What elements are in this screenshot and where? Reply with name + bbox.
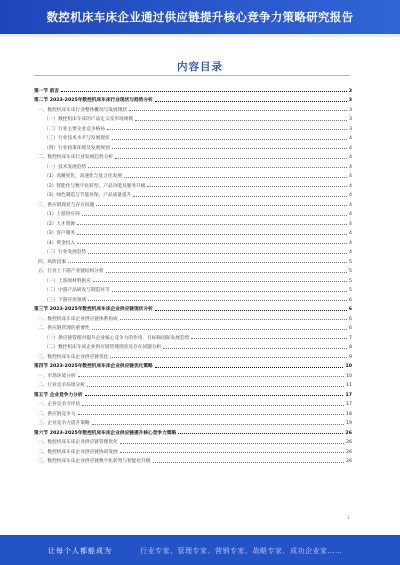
toc-entry[interactable] [34, 303, 352, 313]
toc-entry[interactable] [34, 246, 352, 256]
toc-entry-text: 四、风险因素 [38, 259, 67, 265]
toc-entry-page: 4 [349, 250, 352, 255]
toc-leader-dots [112, 291, 347, 292]
toc-entry-text: 第四节 2023-2025年数控机床车床企业供应链优化策略 [34, 364, 153, 369]
toc-entry[interactable] [34, 179, 352, 189]
toc-leader-dots [155, 101, 347, 102]
toc-leader-dots [120, 452, 344, 453]
toc-entry-text: 第一节 前言 [34, 88, 60, 94]
toc-leader-dots [133, 196, 347, 197]
toc-entry-page: 17 [346, 402, 352, 407]
toc-entry-text: （三）下游应用领域 [44, 297, 87, 303]
toc-entry[interactable] [34, 236, 352, 246]
report-title: 数控机床车床企业通过供应链提升核心竞争力策略研究报告 [46, 10, 354, 24]
toc-entry-page: 6 [349, 316, 352, 322]
toc-leader-dots [78, 414, 345, 415]
toc-entry-page: 18 [346, 411, 352, 417]
toc-entry[interactable] [34, 369, 352, 379]
toc-entry-text: （1）上游供应商 [44, 212, 80, 217]
toc-entry-page: 7 [349, 335, 352, 341]
toc-entry-text: （4）资金投入 [44, 240, 76, 246]
toc-leader-dots [77, 234, 347, 235]
footer-tagline: 行业专家、管理专家、营销专家、战略专家、成功企业家…… [140, 547, 343, 555]
toc-entry[interactable] [34, 293, 352, 303]
toc-leader-dots [68, 262, 347, 263]
toc-entry-page: 6 [349, 297, 352, 303]
table-of-contents [34, 84, 352, 464]
toc-entry-page: 4 [349, 240, 352, 246]
toc-entry-text: 二、数控机床车床行业发展趋势分析 [38, 155, 114, 160]
toc-entry-text: （三）行业技术水平与发展现状 [44, 136, 110, 141]
toc-entry-text: 一、数控机床车床企业供应链体系构成 [38, 316, 118, 322]
toc-leader-dots [92, 424, 344, 425]
toc-entry-text: 第六节 2023-2025年数控机床车床企业供应链提升核心竞争力策略 [34, 430, 177, 436]
toc-entry-text: （一）上游原材料供应 [44, 278, 91, 284]
toc-leader-dots [78, 376, 345, 377]
toc-leader-dots [82, 405, 344, 406]
toc-entry-text: （二）行业发展趋势 [44, 250, 87, 255]
toc-entry-text: 一、数控机床车床企业供应链管理优化 [38, 440, 118, 445]
toc-entry[interactable] [34, 227, 352, 237]
toc-entry-page: 5 [349, 269, 352, 274]
toc-entry-page: 11 [346, 383, 352, 388]
toc-entry[interactable] [34, 84, 352, 94]
toc-entry-page: 26 [346, 440, 352, 445]
toc-leader-dots [88, 253, 347, 254]
toc-entry-page: 5 [349, 288, 352, 293]
toc-entry-page: 4 [349, 174, 352, 179]
toc-entry-page: 4 [349, 183, 352, 189]
toc-entry[interactable] [34, 426, 352, 436]
toc-entry-text: （2）智能化与数字化转型，产品功能及服务升级 [44, 183, 146, 189]
toc-leader-dots [135, 120, 347, 121]
toc-entry-page: 3 [349, 126, 352, 132]
toc-leader-dots [82, 215, 347, 216]
toc-entry[interactable] [34, 265, 352, 275]
toc-entry[interactable] [34, 217, 352, 227]
toc-entry[interactable] [34, 322, 352, 332]
toc-entry-page: 19 [346, 421, 352, 426]
header-divider [0, 34, 400, 37]
toc-entry-text: （二）中游产品研发与制造环节 [44, 288, 110, 293]
toc-entry[interactable] [34, 379, 352, 389]
toc-entry[interactable] [34, 436, 352, 446]
toc-leader-dots [191, 338, 347, 339]
toc-entry[interactable] [34, 94, 352, 104]
toc-leader-dots [163, 348, 347, 349]
toc-entry[interactable] [34, 160, 352, 170]
toc-entry[interactable] [34, 103, 352, 113]
toc-entry-text: 五、行业上下游产业链结构分析 [38, 269, 104, 274]
toc-leader-dots [96, 205, 347, 206]
toc-entry[interactable] [34, 417, 352, 427]
toc-entry-page: 4 [349, 193, 352, 198]
toc-entry[interactable] [34, 141, 352, 151]
toc-entry-text: 第三节 2023-2025年数控机床车床企业供应链现状分析 [34, 307, 153, 312]
toc-entry-text: （一）技术发展趋势 [44, 164, 87, 170]
toc-title: 内容目录 [177, 61, 223, 73]
toc-entry[interactable] [34, 113, 352, 123]
toc-leader-dots [112, 148, 347, 149]
toc-leader-dots [155, 310, 347, 311]
toc-entry-text: 二、行业竞争环境分析 [38, 383, 85, 388]
toc-entry-text: 三、企业竞争力提升策略 [38, 421, 90, 426]
toc-entry-page: 4 [349, 212, 352, 217]
toc-entry-text: （3）客户服务 [44, 231, 76, 236]
toc-leader-dots [77, 243, 347, 244]
toc-entry-text: 一、企业竞争力评估 [38, 402, 81, 407]
toc-entry[interactable] [34, 170, 352, 180]
toc-entry-page: 6 [348, 307, 352, 312]
toc-entry-page: 4 [349, 145, 352, 151]
toc-entry[interactable] [34, 360, 352, 370]
toc-leader-dots [61, 91, 347, 92]
toc-entry-text: （四）行业政策环境及发展规划 [44, 145, 110, 151]
toc-entry[interactable] [34, 331, 352, 341]
toc-entry-text: 二、供应链管理的重要性 [38, 326, 90, 331]
toc-leader-dots [153, 462, 345, 463]
toc-entry-page: 26 [345, 430, 352, 436]
toc-entry-page: 17 [345, 392, 352, 398]
toc-entry-text: 第二节 2023-2025年数控机床车床行业现状与趋势分析 [34, 98, 153, 103]
toc-leader-dots [88, 300, 347, 301]
toc-entry-text: （1）高精度化、高速化与复合化发展 [44, 174, 122, 179]
toc-entry[interactable] [34, 274, 352, 284]
toc-entry-page: 3 [348, 98, 352, 103]
toc-entry-page: 5 [349, 278, 352, 284]
toc-leader-dots [120, 443, 344, 444]
toc-entry-text: （3）绿色制造与节能环保，产品质量提升 [44, 193, 132, 198]
toc-leader-dots [129, 110, 347, 111]
toc-entry-page: 26 [346, 449, 352, 455]
toc-leader-dots [120, 319, 347, 320]
toc-entry-page: 4 [349, 164, 352, 170]
toc-leader-dots [124, 177, 347, 178]
toc-entry[interactable] [34, 312, 352, 322]
toc-leader-dots [115, 158, 347, 159]
toc-entry-page: 6 [349, 326, 352, 331]
toc-leader-dots [77, 224, 347, 225]
toc-entry-page: 3 [349, 107, 352, 113]
toc-entry-page: 3 [348, 88, 352, 94]
toc-entry-text: 三、供应链现状与存在问题 [38, 202, 95, 208]
toc-leader-dots [87, 386, 344, 387]
toc-entry-page: 3 [349, 117, 352, 122]
toc-leader-dots [107, 129, 347, 130]
toc-entry[interactable] [34, 189, 352, 199]
toc-entry-page: 4 [349, 136, 352, 141]
toc-entry-text: 三、数控机床车床企业供应链优化 [38, 354, 109, 360]
toc-entry-page: 10 [346, 373, 352, 379]
page-number: 1 [347, 515, 350, 520]
toc-entry-text: 二、供应链竞争力 [38, 411, 76, 417]
toc-entry-page: 10 [345, 364, 352, 369]
toc-entry-page: 26 [346, 459, 352, 464]
toc-entry-text: （二）数控机床车床企业供应链管理现状及存在问题分析 [44, 345, 162, 350]
footer-slogan: 让每个人都能成为 [48, 547, 112, 555]
footer-banner [0, 535, 400, 565]
toc-entry-text: （2）人才资源 [44, 221, 76, 227]
toc-leader-dots [106, 272, 347, 273]
toc-entry-page: 4 [349, 155, 352, 160]
toc-entry[interactable] [34, 398, 352, 408]
toc-leader-dots [147, 186, 347, 187]
toc-entry[interactable] [34, 208, 352, 218]
toc-entry[interactable] [34, 122, 352, 132]
toc-entry-page: 4 [349, 202, 352, 208]
toc-leader-dots [88, 167, 347, 168]
toc-leader-dots [178, 433, 343, 434]
toc-entry[interactable] [34, 255, 352, 265]
toc-entry[interactable] [34, 407, 352, 417]
toc-entry-text: 一、市场环境分析 [38, 373, 76, 379]
toc-entry-text: 第五节 企业竞争力分析 [34, 392, 83, 398]
toc-leader-dots [110, 357, 347, 358]
toc-leader-dots [93, 281, 347, 282]
toc-entry[interactable] [34, 132, 352, 142]
toc-entry-text: （二）行业主要企业竞争格局 [44, 126, 105, 132]
toc-entry[interactable] [34, 350, 352, 360]
toc-entry[interactable] [34, 151, 352, 161]
toc-entry-text: 一、数控机床车床行业整体概况与发展现状 [38, 107, 128, 113]
toc-entry-page: 4 [349, 221, 352, 227]
toc-title-rule [34, 75, 350, 76]
toc-entry-page: 5 [349, 259, 352, 265]
toc-entry[interactable] [34, 455, 352, 465]
toc-entry-text: 三、数控机床车床企业供应链数字化转型与智能化升级 [38, 459, 151, 464]
toc-entry-text: 二、数控机床车床企业供应链协同发展 [38, 449, 118, 455]
toc-entry[interactable] [34, 284, 352, 294]
toc-leader-dots [155, 367, 344, 368]
toc-entry[interactable] [34, 388, 352, 398]
toc-entry-page: 4 [349, 231, 352, 236]
toc-entry-page: 9 [349, 354, 352, 360]
toc-leader-dots [85, 395, 344, 396]
toc-leader-dots [92, 329, 347, 330]
toc-entry-page: 8 [349, 345, 352, 350]
toc-entry-text: （一）数控机床车床的产品定义及市场规模 [44, 117, 134, 122]
toc-entry[interactable] [34, 341, 352, 351]
toc-entry-text: （一）供应链管理对提升企业核心竞争力的作用、目标和国际发展趋势 [44, 335, 190, 341]
toc-entry[interactable] [34, 445, 352, 455]
toc-leader-dots [112, 139, 347, 140]
toc-entry[interactable] [34, 198, 352, 208]
header-banner [0, 0, 400, 34]
